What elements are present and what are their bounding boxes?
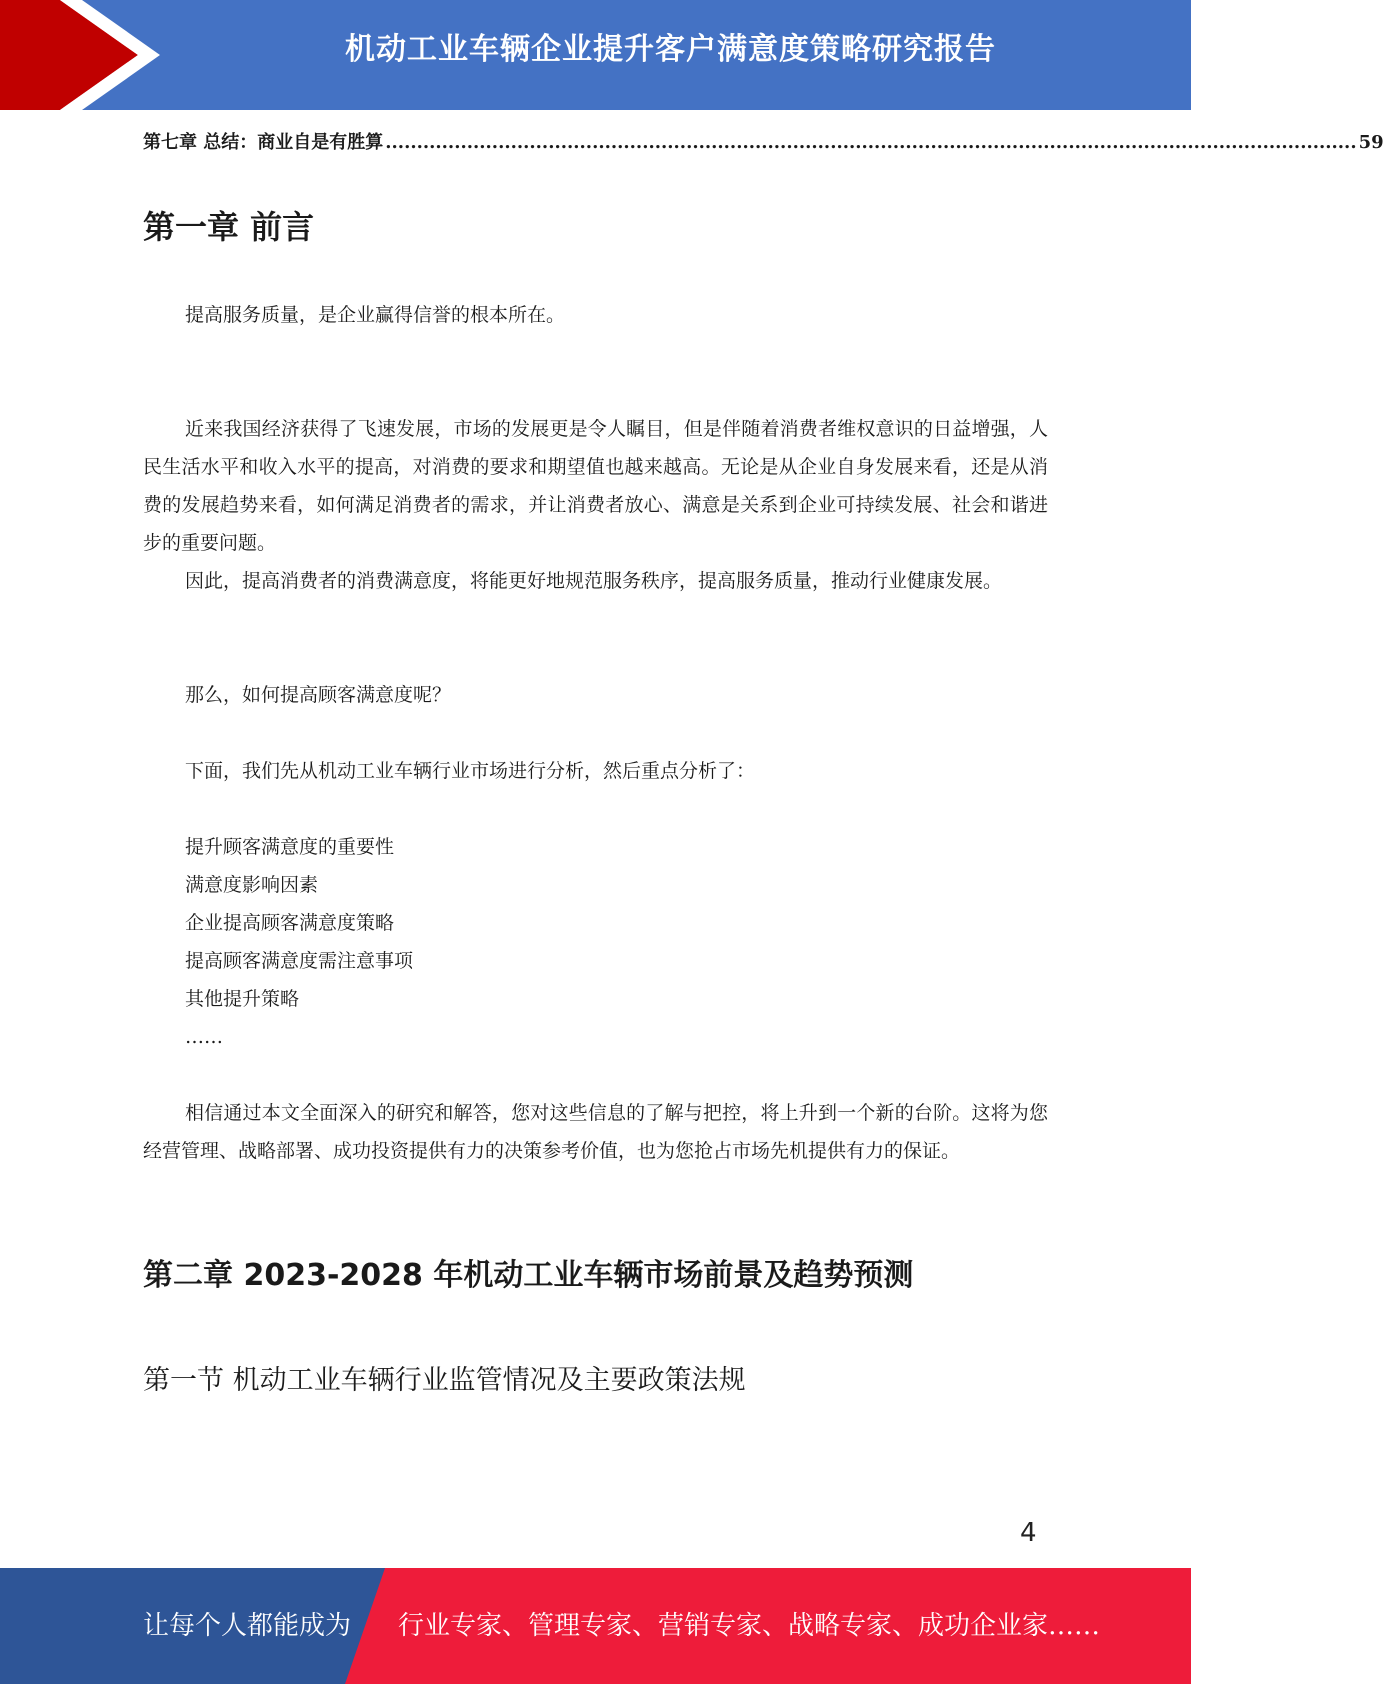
closing-paragraph: 相信通过本文全面深入的研究和解答，您对这些信息的了解与把控，将上升到一个新的台阶。这将为您经营管理、战略部署、成功投资提供有力的决策参考价值，也为您抢占市场先机提供有力的保证。: [143, 1102, 1048, 1162]
list-item: 其他提升策略: [185, 988, 300, 1010]
list-item: ……: [185, 1026, 223, 1048]
footer-slogan-right: 行业专家、管理专家、营销专家、战略专家、成功企业家……: [398, 1611, 1101, 1641]
topic-list: [185, 828, 413, 1056]
toc-entry-page: 59: [1358, 132, 1384, 153]
list-item: 满意度影响因素: [185, 874, 319, 896]
paragraph-1: 提高服务质量，是企业赢得信誉的根本所在。: [185, 304, 566, 326]
list-item: 企业提高顾客满意度策略: [185, 912, 395, 934]
paragraph-3: 因此，提高消费者的消费满意度，将能更好地规范服务秩序，提高服务质量，推动行业健康发展。: [185, 570, 1003, 592]
chapter-2-heading: 第二章 2023-2028 年机动工业车辆市场前景及趋势预测: [143, 1258, 914, 1293]
paragraph-2: 近来我国经济获得了飞速发展，市场的发展更是令人瞩目，但是伴随着消费者维权意识的日益增强，人民生活水平和收入水平的提高，对消费的要求和期望值也越来越高。无论是从企业自身发展来看，还是从消费的发展趋势来看，如何满足消费者的需求，并让消费者放心、满意是关系到企业可持续发展、社会和谐进步的重要问题。: [143, 418, 1048, 554]
paragraph-5: 下面，我们先从机动工业车辆行业市场进行分析，然后重点分析了：: [185, 760, 756, 782]
footer-slogan-left: 让每个人都能成为: [143, 1611, 352, 1641]
list-item: 提升顾客满意度的重要性: [185, 836, 395, 858]
toc-entry-label: 第七章 总结：商业自是有胜算: [143, 132, 384, 153]
toc-leader-dots: ...........................................................................................................................................................: [385, 132, 1357, 153]
chapter-1-heading: 第一章 前言: [143, 208, 315, 246]
page-footer: [0, 1568, 1191, 1684]
list-item: 提高顾客满意度需注意事项: [185, 950, 414, 972]
report-title: 机动工业车辆企业提升客户满意度策略研究报告: [345, 32, 996, 67]
paragraph-4: 那么，如何提高顾客满意度呢？: [185, 684, 452, 706]
section-1-heading: 第一节 机动工业车辆行业监管情况及主要政策法规: [143, 1365, 746, 1396]
toc-entry[interactable]: [143, 128, 1384, 158]
page-number: 4: [1020, 1518, 1037, 1548]
page-header: [0, 0, 1191, 110]
